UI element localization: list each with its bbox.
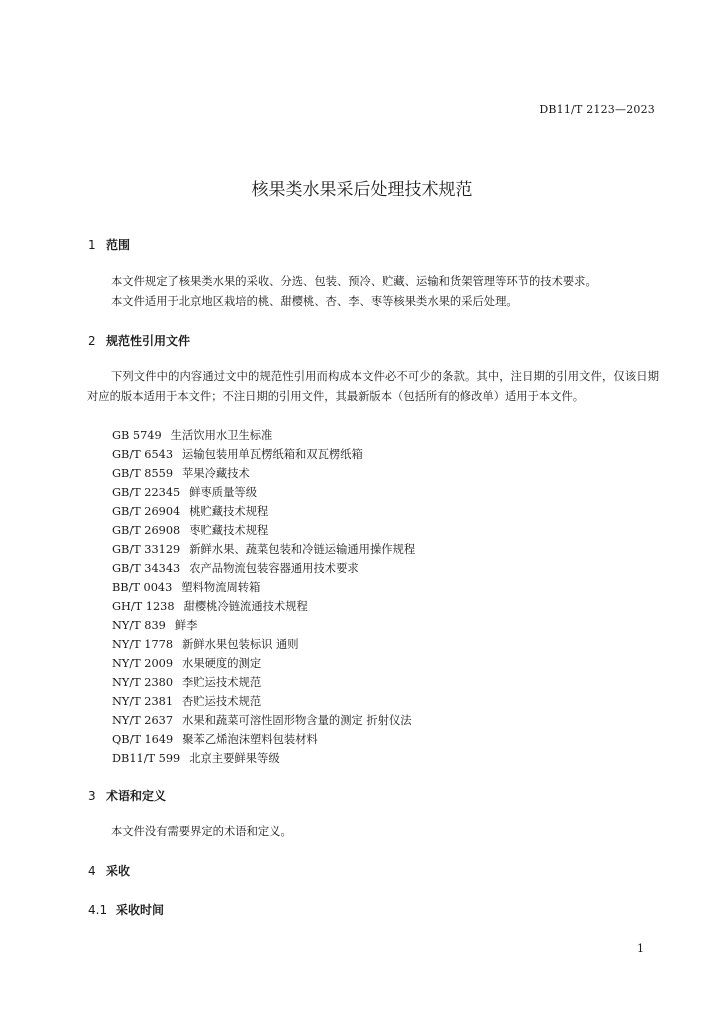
- list-item: [112, 559, 415, 578]
- reference-list: [112, 426, 415, 768]
- section-title: 规范性引用文件: [106, 334, 191, 348]
- reference-code: GH/T 1238: [112, 600, 175, 613]
- reference-code: BB/T 0043: [112, 581, 173, 594]
- list-item: [112, 445, 415, 464]
- reference-name: 甜樱桃冷链流通技术规程: [183, 600, 308, 613]
- reference-code: GB/T 34343: [112, 562, 181, 575]
- section-heading-terms: [88, 787, 166, 804]
- reference-code: NY/T 2381: [112, 695, 174, 708]
- reference-name: 鲜枣质量等级: [189, 486, 257, 499]
- terms-paragraph: 本文件没有需要界定的术语和定义。: [111, 825, 292, 838]
- section-number: 2: [88, 334, 96, 348]
- reference-name: 李贮运技术规范: [182, 676, 262, 689]
- list-item: [112, 616, 415, 635]
- reference-name: 杏贮运技术规范: [182, 695, 262, 708]
- reference-code: QB/T 1649: [112, 733, 174, 746]
- list-item: [112, 711, 415, 730]
- reference-name: 苹果冷藏技术: [182, 467, 250, 480]
- reference-code: GB/T 22345: [112, 486, 181, 499]
- reference-name: 塑料物流周转箱: [181, 581, 261, 594]
- section-heading-normative-references: [88, 332, 190, 349]
- reference-name: 水果和蔬菜可溶性固形物含量的测定 折射仪法: [182, 714, 412, 727]
- reference-name: 鲜李: [174, 619, 198, 632]
- reference-name: 生活饮用水卫生标准: [170, 429, 273, 442]
- reference-name: 桃贮藏技术规程: [189, 505, 269, 518]
- reference-code: DB11/T 599: [112, 752, 181, 765]
- reference-code: GB/T 6543: [112, 448, 174, 461]
- reference-code: GB/T 26908: [112, 524, 181, 537]
- reference-code: NY/T 839: [112, 619, 166, 632]
- reference-name: 聚苯乙烯泡沫塑料包装材料: [182, 733, 318, 746]
- reference-code: GB/T 33129: [112, 543, 181, 556]
- reference-code: GB/T 8559: [112, 467, 174, 480]
- page-number: 1: [637, 942, 644, 955]
- list-item: [112, 578, 415, 597]
- reference-code: GB 5749: [112, 429, 162, 442]
- reference-name: 新鲜水果、蔬菜包装和冷链运输通用操作规程: [189, 543, 416, 556]
- reference-name: 农产品物流包装容器通用技术要求: [189, 562, 359, 575]
- reference-name: 北京主要鲜果等级: [189, 752, 280, 765]
- list-item: [112, 540, 415, 559]
- document-code: DB11/T 2123—2023: [539, 103, 655, 116]
- list-item: [112, 483, 415, 502]
- section-number: 3: [88, 789, 96, 803]
- reference-code: NY/T 1778: [112, 638, 174, 651]
- references-intro-paragraph: 下列文件中的内容通过文中的规范性引用而构成本文件必不可少的条款。其中，注日期的引用文件，仅该日期对应的版本适用于本文件；不注日期的引用文件，其最新版本（包括所有的修改单）适用于本文件。: [87, 370, 659, 403]
- list-item: [112, 730, 415, 749]
- list-item: [112, 464, 415, 483]
- list-item: [112, 692, 415, 711]
- list-item: [112, 426, 415, 445]
- reference-name: 枣贮藏技术规程: [189, 524, 269, 537]
- section-heading-harvest: [88, 862, 130, 879]
- reference-code: NY/T 2637: [112, 714, 174, 727]
- section-heading-scope: [88, 236, 130, 253]
- scope-paragraph-1: 本文件规定了核果类水果的采收、分选、包装、预冷、贮藏、运输和货架管理等环节的技术要求。: [111, 275, 597, 288]
- reference-name: 运输包装用单瓦楞纸箱和双瓦楞纸箱: [182, 448, 363, 461]
- reference-name: 新鲜水果包装标识 通则: [182, 638, 299, 651]
- list-item: [112, 521, 415, 540]
- reference-name: 水果硬度的测定: [182, 657, 262, 670]
- section-title: 术语和定义: [106, 789, 167, 803]
- section-title: 采收: [106, 864, 131, 878]
- reference-code: NY/T 2380: [112, 676, 174, 689]
- list-item: [112, 635, 415, 654]
- list-item: [112, 749, 415, 768]
- reference-code: NY/T 2009: [112, 657, 174, 670]
- list-item: [112, 502, 415, 521]
- list-item: [112, 654, 415, 673]
- section-number: 1: [88, 238, 96, 252]
- list-item: [112, 673, 415, 692]
- section-number: 4: [88, 864, 96, 878]
- section-title: 采收时间: [116, 903, 165, 917]
- subsection-heading-harvest-time: [88, 901, 164, 918]
- reference-code: GB/T 26904: [112, 505, 181, 518]
- section-title: 范围: [106, 238, 131, 252]
- scope-paragraph-2: 本文件适用于北京地区栽培的桃、甜樱桃、杏、李、枣等核果类水果的采后处理。: [111, 295, 518, 308]
- section-number: 4.1: [88, 903, 108, 917]
- list-item: [112, 597, 415, 616]
- document-title: 核果类水果采后处理技术规范: [251, 180, 473, 200]
